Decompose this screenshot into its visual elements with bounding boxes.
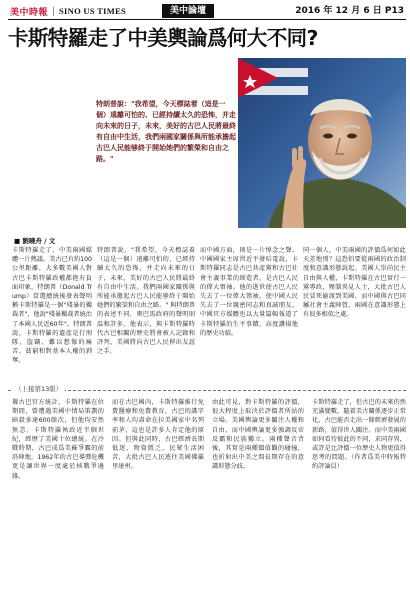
article-column-lower-2: 而在古巴國內，卡斯特羅推行免費醫療和免費教育，古巴的識字率和人均壽命在拉美國家中名列前茅，這也是許多人肯定他的原因。但與此同時，古巴經濟長期低迷，物資匱乏，民眾生活困苦，大批古巴人民逃往美國佛羅里達州。 [112,399,204,471]
section-divider [8,390,406,391]
portrait-photo [238,58,406,228]
article-column-lower-3: 由此可見，對卡斯特羅的評價，很大程度上取決於評價者所站的立場。美國輿論更多關注人權和自由，而中國輿論更多強調反帝反霸和民族獨立。兩種聲音背後，其實是兩種價值觀的碰撞，也折射出中美之間長期存在的意識形態分歧。 [212,399,304,471]
article-column-2: 特朗普說，"我希望，今天標誌着（這是一個）遠離可怕的、已經持續太久的恐怖，并走向未來的日子，未來，美好的古巴人民將最終有自由中生活。我們兩國家關係與所能承擔起古巴人民能够終于開始她們的繁榮和自由之路。" 與特朗普的表述不同，奧巴馬政府的聲明則温和許多。他表示，與卡斯特羅時代古巴相關的歷史將會被人記錄和評判，美國將向古巴人民伸出友誼之手。 [97,247,195,356]
issue-date: 2016 年 12 月 6 日 P13 [295,6,404,16]
brand-divider [53,7,54,16]
photo-illustration [238,58,406,228]
header-rule [8,19,406,20]
headline: 卡斯特羅走了中美輿論爲何大不同? [8,26,318,50]
brand-english: SINO US TIMES [59,6,127,16]
article-column-3: 而中國方面，則是一片悼念之聲。中國國家主席習近平發唁電說，卡斯特羅同志是古巴共產黨和古巴社會主義事業的締造者，是古巴人民的偉大領袖。他的逝世使古巴人民失去了一位偉大領袖，使中國人民失去了一位親密同志和真誠朋友。中國官方媒體也以大量篇幅報道了卡斯特羅的生平事蹟，高度讚揚他的歷史功績。 [200,247,298,337]
article-column-lower-1: 據古巴官方統計，卡斯特羅在位期間，曾遭遇美國中情局策劃的暗殺多達600餘次，但他均安然無恙。卡斯特羅執政近半個世紀，經歷了美國十位總統。在冷戰時期，古巴成爲美蘇爭霸的前沿陣地，1962年的古巴導彈危機更是讓世界一度處於核戰爭邊緣。 [12,399,104,480]
article-column-lower-4: 卡斯特羅走了，但古巴的未來仍然充滿變數。隨着美古關係逐步正常化，古巴能否走出一條經濟發展的新路，值得世人關注。而中美兩國如何看待彼此的不同，求同存異，或許是比評價一位歷史人物更值得思考的問題。（作者爲美中時報特約評論員） [312,399,406,471]
article-column-1: 卡斯特羅走了，中美兩國媒體一片熱議。美古已有約100公里距離，大多數美國人對古巴卡斯特羅政權都抱有負面印象，特朗普（Donald Trump）當選總統後發表聲明稱卡斯特羅是一個"殘暴的獨裁者"，他說"殘暴獨裁者統治了本國人民近60年"。特朗普說，卡斯特羅的遺產是行刑隊、盜竊、難以想像的痛苦、貧窮和對基本人權的剝奪。 [12,247,92,365]
continued-label: （上接第13版） [12,384,65,393]
pull-quote: 特朗普說："我希望，今天標誌着（這是一個）遠離可怕的、已經持續太久的恐怖，并走向未來的日子，未來，美好的古巴人民將最終有自由中生活，我們兩國家關係與所能承擔起古巴人民能够終于開始她們的繁榮和自由之路。" [96,100,236,163]
section-label: 美中論壇 [162,4,214,18]
masthead [10,4,406,18]
article-column-4: 同一個人，中美兩國的評價爲何如此天差地別？這恐怕要從兩國的政治制度和意識形態說起。美國人崇尚民主自由與人權，卡斯特羅在古巴實行一黨專政，壓制異見人士，大批古巴人民冒死偷渡到美國。而中國與古巴同屬社會主義陣營，兩國在意識形態上有很多相似之處。 [303,247,406,319]
brand-chinese: 美中時報 [10,7,49,18]
byline: ■ 劉曉舟 / 文 [14,237,56,245]
